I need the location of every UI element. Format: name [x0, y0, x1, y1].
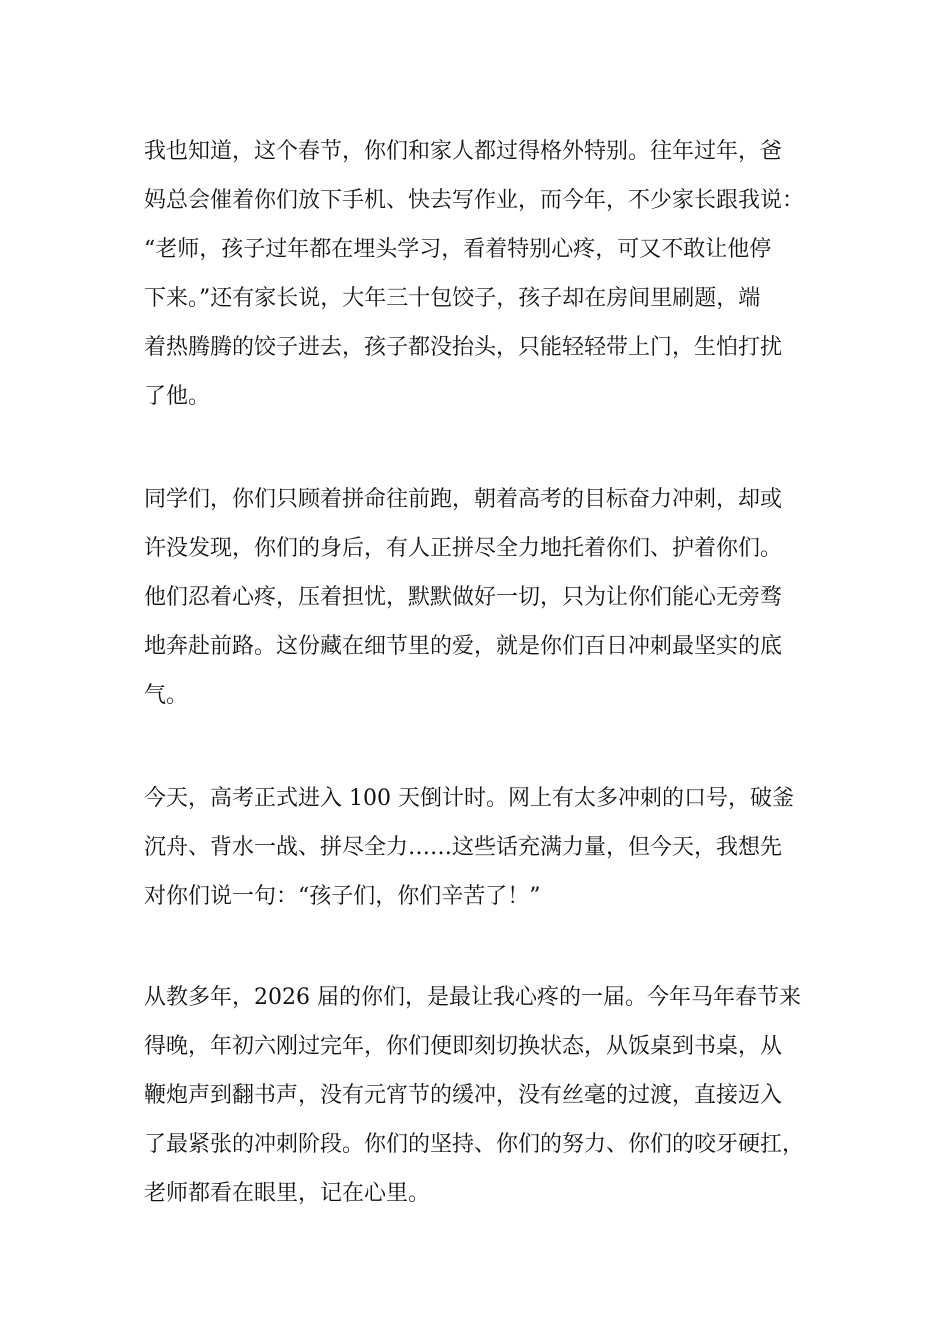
paragraph-teacher-reflection [144, 973, 834, 1218]
text-line: 地奔赴前路。这份藏在细节里的爱，就是你们百日冲刺最坚实的底 [144, 634, 783, 659]
paragraph-parents-spring-festival [144, 127, 834, 421]
paragraph-students-support [144, 475, 834, 720]
text-line: 着热腾腾的饺子进去，孩子都没抬头，只能轻轻带上门，生怕打扰 [144, 335, 783, 360]
text-line: 了最紧张的冲刺阶段。你们的坚持、你们的努力、你们的咬牙硬扛， [144, 1132, 805, 1157]
text-line: 同学们，你们只顾着拼命往前跑，朝着高考的目标奋力冲刺，却或 [144, 487, 783, 512]
text-line: 我也知道，这个春节，你们和家人都过得格外特别。往年过年，爸 [144, 139, 783, 164]
text-line: 老师都看在眼里，记在心里。 [144, 1181, 431, 1206]
text-line: 对你们说一句：“孩子们，你们辛苦了！” [144, 884, 541, 909]
text-line: 下来。”还有家长说，大年三十包饺子，孩子却在房间里刷题，端 [144, 286, 761, 311]
text-line: 得晚，年初六刚过完年，你们便即刻切换状态，从饭桌到书桌，从 [144, 1034, 783, 1059]
text-line: 沉舟、背水一战、拼尽全力……这些话充满力量，但今天，我想先 [144, 835, 783, 860]
text-line: 今天，高考正式进入 100 天倒计时。网上有太多冲刺的口号，破釜 [144, 786, 794, 811]
text-line: 鞭炮声到翻书声，没有元宵节的缓冲，没有丝毫的过渡，直接迈入 [144, 1083, 783, 1108]
text-line: 从教多年，2026 届的你们，是最让我心疼的一届。今年马年春节来 [144, 985, 801, 1010]
text-line: 妈总会催着你们放下手机、快去写作业，而今年，不少家长跟我说： [144, 188, 805, 213]
text-line: 气。 [144, 683, 189, 708]
text-line: “老师，孩子过年都在埋头学习，看着特别心疼，可又不敢让他停 [144, 237, 772, 262]
paragraph-countdown [144, 774, 834, 921]
text-line: 他们忍着心疼，压着担忧，默默做好一切，只为让你们能心无旁骛 [144, 585, 783, 610]
text-line: 许没发现，你们的身后，有人正拼尽全力地托着你们、护着你们。 [144, 536, 783, 561]
text-line: 了他。 [144, 384, 211, 409]
